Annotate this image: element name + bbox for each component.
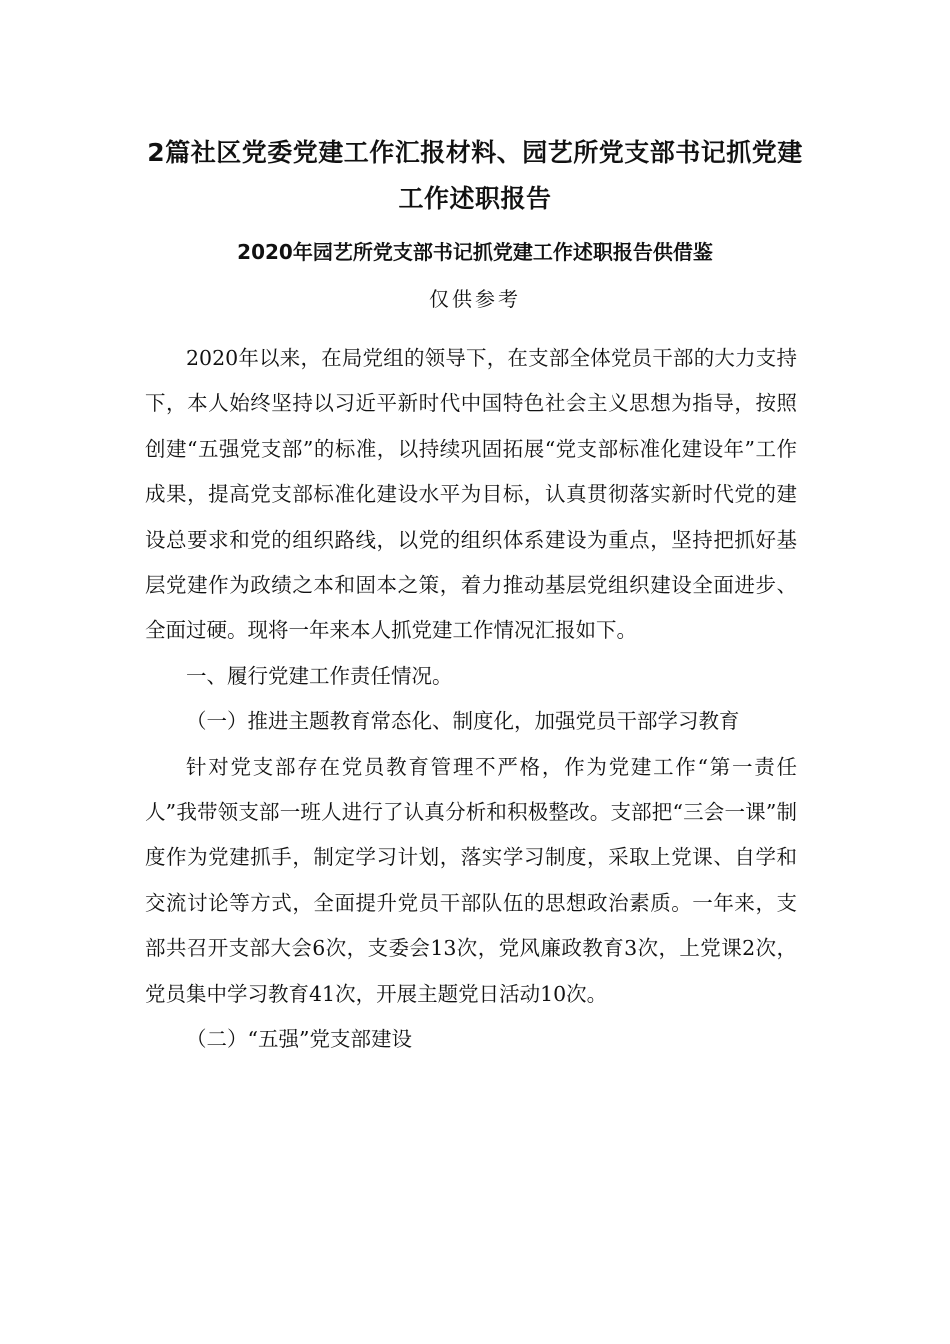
document-subtitle: 2020年园艺所党支部书记抓党建工作述职报告供借鉴 [237,240,713,264]
body-paragraph-1: 针对党支部存在党员教育管理不严格，作为党建工作“第一责任人”我带领支部一班人进行了认真分析和积极整改。支部把“三会一课”制度作为党建抓手，制定学习计划，落实学习制度，采取上党课、自学和交流讨论等方式，全面提升党员干部队伍的思想政治素质。一年来，支部共召开支部大会6次，支委会13次，党风廉政教育3次，上党课2次，党员集中学习教育41次，开展主题党日活动10次。 [145,754,797,1006]
intro-paragraph: 2020年以来，在局党组的领导下，在支部全体党员干部的大力支持下，本人始终坚持以习近平新时代中国特色社会主义思想为指导，按照创建“五强党支部”的标准，以持续巩固拓展“党支部标准化建设年”工作成果，提高党支部标准化建设水平为目标，认真贯彻落实新时代党的建设总要求和党的组织路线，以党的组织体系建设为重点，坚持把抓好基层党建作为政绩之本和固本之策，着力推动基层党组织建设全面进步、全面过硬。现将一年来本人抓党建工作情况汇报如下。 [145,346,797,643]
subsection-heading-2: （二）“五强”党支部建设 [186,1027,412,1052]
subsection-heading-1: （一）推进主题教育常态化、制度化，加强党员干部学习教育 [186,709,740,734]
document-title: 2篇社区党委党建工作汇报材料、园艺所党支部书记抓党建工作述职报告 [147,138,803,213]
section-heading-1: 一、履行党建工作责任情况。 [186,663,453,688]
reference-note: 仅供参考 [429,287,521,311]
document-body [145,336,797,1063]
